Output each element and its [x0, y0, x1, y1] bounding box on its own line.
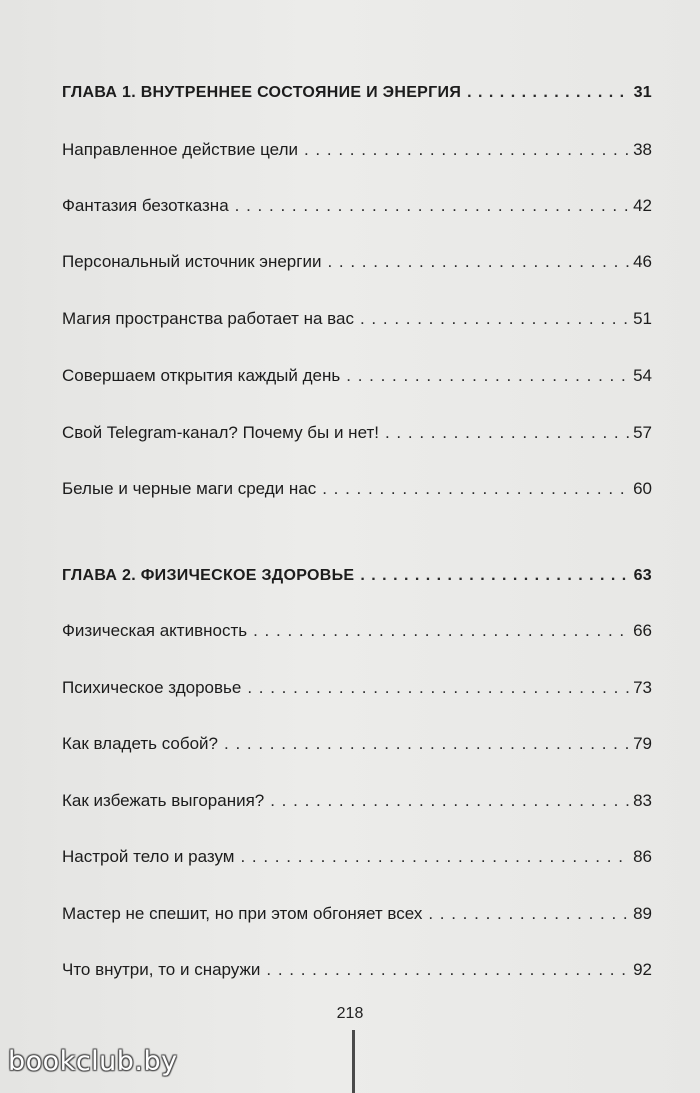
toc-entry-title: Совершаем открытия каждый день: [62, 366, 341, 385]
toc-entry-page: 63: [633, 567, 652, 584]
dot-leader: [467, 78, 629, 108]
dot-leader: [270, 786, 629, 816]
book-spine-line: [352, 1030, 355, 1093]
dot-leader: [235, 191, 629, 221]
toc-entry-title: Белые и черные маги среди нас: [62, 479, 317, 498]
toc-entry-page: 92: [633, 960, 652, 979]
toc-entry-page: 60: [633, 479, 652, 498]
toc-entry: [62, 247, 652, 277]
toc-entry-page: 54: [633, 366, 652, 385]
toc-chapter-2: [62, 561, 652, 591]
dot-leader: [327, 247, 629, 277]
dot-leader: [385, 418, 629, 448]
toc-entry-title: Направленное действие цели: [62, 140, 298, 159]
dot-leader: [253, 616, 629, 646]
dot-leader: [428, 899, 629, 929]
toc-entry: [62, 361, 652, 391]
toc-entry-page: 51: [633, 309, 652, 328]
dot-leader: [360, 304, 629, 334]
toc-entry-title: Персональный источник энергии: [62, 252, 322, 271]
dot-leader: [322, 474, 629, 504]
toc-entry-page: 66: [633, 621, 652, 640]
toc-entry: [62, 418, 652, 448]
toc-entry: [62, 955, 652, 985]
toc-entry-page: 42: [633, 196, 652, 215]
toc-entry: [62, 899, 652, 929]
toc-chapter-1: [62, 78, 652, 108]
toc-entry-page: 83: [633, 791, 652, 810]
dot-leader: [224, 729, 629, 759]
watermark-logo: bookclub.by: [8, 1046, 178, 1077]
toc-entry-title: Физическая активность: [62, 621, 248, 640]
toc-entry-page: 46: [633, 252, 652, 271]
dot-leader: [346, 361, 629, 391]
toc-entry-page: 38: [633, 140, 652, 159]
toc-entry-page: 79: [633, 734, 652, 753]
toc-entry-title: Как избежать выгорания?: [62, 791, 265, 810]
toc-entry-title: Фантазия безотказна: [62, 196, 229, 215]
toc-entry: [62, 673, 652, 703]
dot-leader: [247, 673, 629, 703]
toc-entry: [62, 191, 652, 221]
toc-entry-title: Мастер не спешит, но при этом обгоняет всех: [62, 904, 423, 923]
toc-entry-title: ГЛАВА 2. ФИЗИЧЕСКОЕ ЗДОРОВЬЕ: [62, 567, 355, 584]
page-number: 218: [336, 1005, 364, 1022]
toc-entry-title: Как владеть собой?: [62, 734, 218, 753]
toc-entry-page: 86: [633, 847, 652, 866]
toc-entry: [62, 304, 652, 334]
dot-leader: [304, 135, 629, 165]
toc-entry-title: Что внутри, то и снаружи: [62, 960, 261, 979]
toc-entry: [62, 729, 652, 759]
toc-entry-page: 57: [633, 423, 652, 442]
toc-entry-title: Настрой тело и разум: [62, 847, 235, 866]
dot-leader: [266, 955, 629, 985]
dot-leader: [240, 842, 629, 872]
toc-entry: [62, 786, 652, 816]
toc-entry: [62, 135, 652, 165]
toc-entry-page: 31: [633, 84, 652, 101]
toc-entry: [62, 474, 652, 504]
toc-entry-page: 73: [633, 678, 652, 697]
toc-entry-title: Магия пространства работает на вас: [62, 309, 354, 328]
toc-entry: [62, 616, 652, 646]
dot-leader: [360, 561, 629, 591]
toc-entry-title: Психическое здоровье: [62, 678, 242, 697]
toc-entry-page: 89: [633, 904, 652, 923]
toc-entry-title: Свой Telegram-канал? Почему бы и нет!: [62, 423, 379, 442]
toc-entry: [62, 842, 652, 872]
toc-entry-title: ГЛАВА 1. ВНУТРЕННЕЕ СОСТОЯНИЕ И ЭНЕРГИЯ: [62, 84, 462, 101]
